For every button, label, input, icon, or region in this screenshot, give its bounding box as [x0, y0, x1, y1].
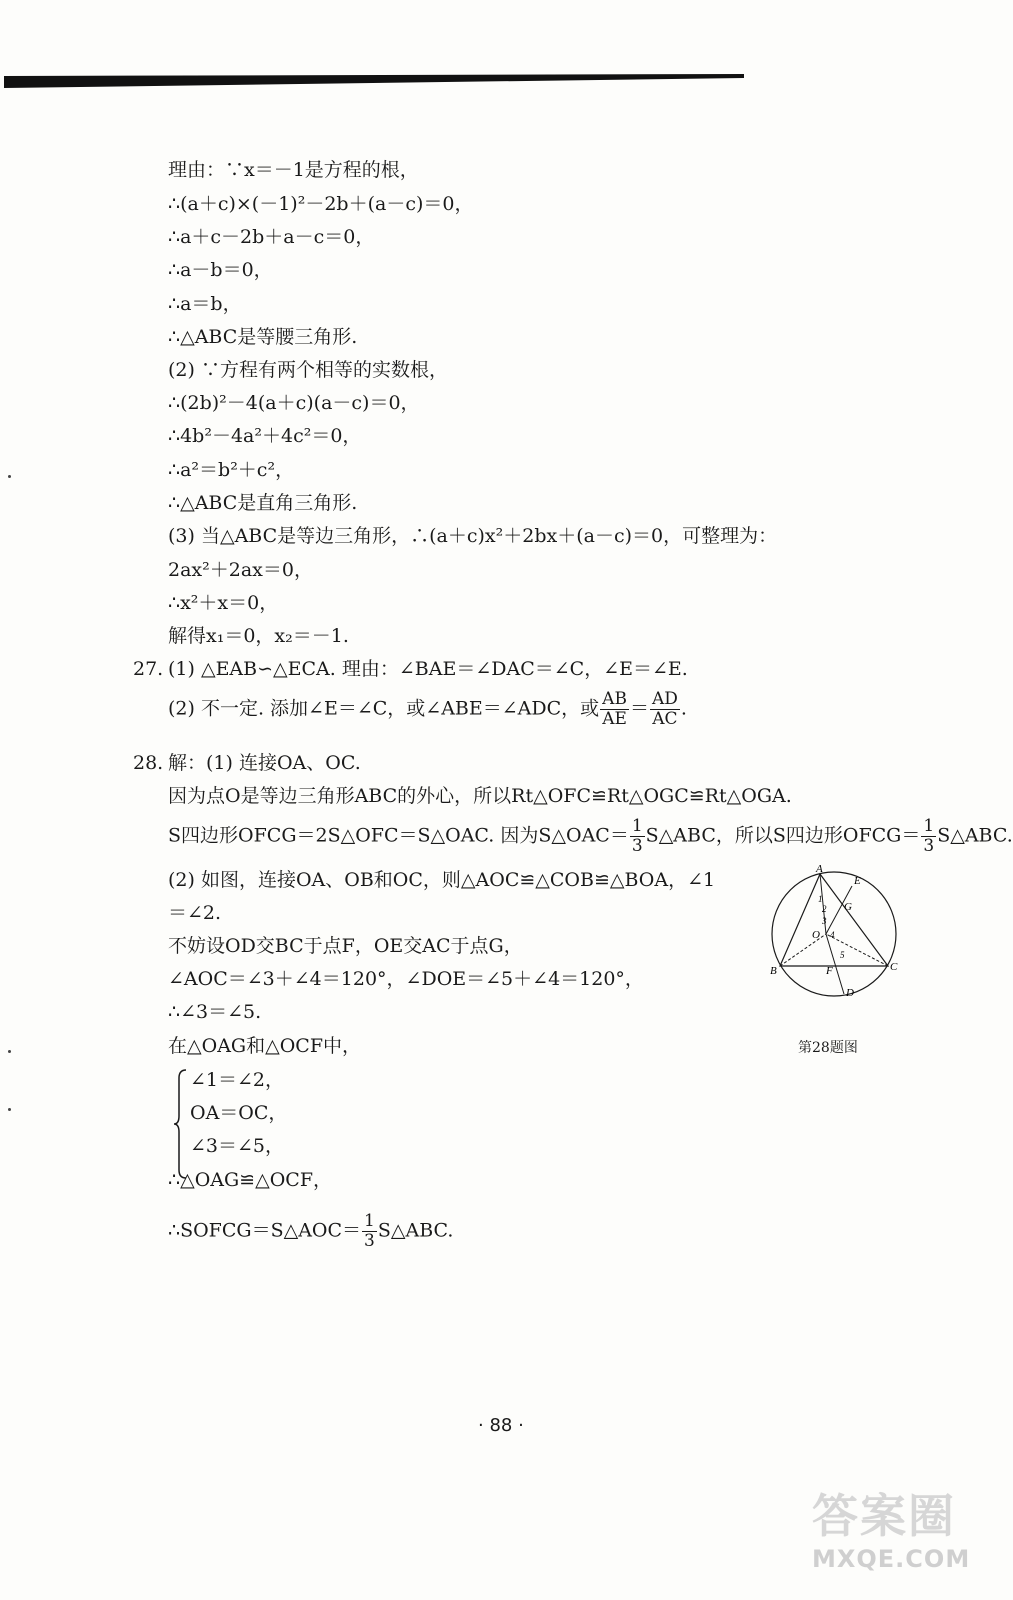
fraction: [362, 1212, 377, 1251]
period: .: [680, 697, 687, 720]
fraction: [630, 817, 645, 856]
label-angle-5: 5: [840, 950, 845, 960]
text-line: 2ax²＋2ax＝0，: [168, 559, 313, 581]
text-segment: S△ABC.: [937, 824, 1013, 847]
text-line: 不妨设OD交BC于点F，OE交AC于点G，: [168, 935, 523, 957]
text-line: ∴△ABC是等腰三角形.: [168, 326, 358, 348]
text-segment: S△ABC.: [377, 1219, 454, 1242]
page-number: · 88 ·: [478, 1415, 524, 1436]
scan-speck: [8, 1108, 11, 1111]
text-line-with-fraction: [168, 1212, 453, 1251]
text-line: ∴∠3＝∠5.: [168, 1001, 262, 1023]
segment-od: [826, 934, 844, 994]
text-line: 理由：∵x＝－1是方程的根，: [168, 159, 419, 181]
label-angle-2: 2: [822, 904, 827, 914]
numerator: 1: [631, 816, 643, 836]
text-line: ∠1＝∠2，: [190, 1069, 285, 1091]
label-c: C: [890, 961, 898, 973]
label-e: E: [854, 875, 861, 887]
scan-speck: [8, 475, 11, 478]
segment-oc: [826, 934, 888, 966]
text-line: ∴x²＋x＝0，: [168, 592, 279, 614]
figure-caption: 第28题图: [798, 1040, 858, 1056]
question-number: 27.: [133, 658, 164, 680]
fraction: [921, 817, 936, 856]
denominator: 3: [923, 836, 935, 856]
text-line: (3) 当△ABC是等边三角形，∴(a＋c)x²＋2bx＋(a－c)＝0，可整理为：: [168, 525, 778, 547]
text-line: 解：(1) 连接OA、OC.: [168, 752, 361, 774]
text-line: ∠AOC＝∠3＋∠4＝120°，∠DOE＝∠5＋∠4＝120°，: [168, 968, 644, 990]
text-line: 在△OAG和△OCF中，: [168, 1035, 361, 1057]
text-line: ＝∠2.: [168, 902, 222, 924]
text-line: (2) ∵方程有两个相等的实数根，: [168, 359, 448, 381]
text-line: ∴a²＝b²＋c²，: [168, 459, 295, 481]
denominator: 3: [364, 1231, 375, 1251]
text-line: 解得x₁＝0，x₂＝－1.: [168, 625, 349, 647]
label-angle-4: 4: [830, 930, 835, 940]
geometry-figure: [770, 862, 900, 1042]
text-line: ∴△OAG≌△OCF，: [168, 1169, 333, 1191]
watermark-url: MXQE.COM: [812, 1545, 971, 1573]
fraction: [650, 690, 680, 729]
label-angle-3: 3: [822, 916, 827, 926]
text-line: 因为点O是等边三角形ABC的外心，所以Rt△OFC≌Rt△OGC≌Rt△OGA.: [168, 785, 792, 807]
text-segment: S△ABC，所以S四边形OFCG＝: [645, 824, 921, 847]
text-line: ∴a＋c－2b＋a－c＝0，: [168, 226, 375, 248]
text-segment: (2) 不一定. 添加∠E＝∠C，或∠ABE＝∠ADC，或: [168, 697, 600, 720]
numerator: AD: [651, 689, 678, 709]
left-brace: [174, 1068, 188, 1180]
label-a: A: [816, 863, 823, 875]
text-line-with-fraction: [168, 690, 687, 729]
text-line-with-fraction: [168, 817, 1013, 856]
watermark-logo: 答案圈: [812, 1489, 956, 1543]
numerator: 1: [923, 816, 935, 836]
text-line: ∠3＝∠5，: [190, 1135, 285, 1157]
text-line: ∴△ABC是直角三角形.: [168, 492, 358, 514]
text-segment: S四边形OFCG＝2S△OFC＝S△OAC. 因为S△OAC＝: [168, 824, 629, 847]
scan-speck: [8, 1050, 11, 1053]
header-rule: [4, 72, 744, 90]
text-line: ∴(a＋c)×(－1)²－2b＋(a－c)＝0，: [168, 193, 474, 215]
numerator: AB: [602, 689, 627, 709]
text-line: ∴a－b＝0，: [168, 259, 273, 281]
label-b: B: [770, 965, 777, 977]
label-f: F: [826, 965, 833, 977]
label-o: O: [812, 929, 820, 941]
text-line: (2) 如图，连接OA、OB和OC，则△AOC≌△COB≌△BOA，∠1: [168, 869, 716, 891]
denominator: 3: [631, 836, 643, 856]
question-number: 28.: [133, 752, 164, 774]
label-angle-1: 1: [818, 894, 823, 904]
text-segment: ∴SOFCG＝S△AOC＝: [168, 1219, 362, 1242]
denominator: AC: [652, 709, 678, 729]
text-line: (1) △EAB∽△ECA. 理由：∠BAE＝∠DAC＝∠C，∠E＝∠E.: [168, 658, 688, 680]
denominator: AE: [602, 709, 627, 729]
text-line: ∴a＝b，: [168, 293, 242, 315]
text-line: OA＝OC，: [190, 1102, 288, 1124]
label-d: D: [846, 987, 854, 999]
fraction: [600, 690, 629, 729]
numerator: 1: [364, 1211, 375, 1231]
text-line: ∴4b²－4a²＋4c²＝0，: [168, 425, 362, 447]
text-line: ∴(2b)²－4(a＋c)(a－c)＝0，: [168, 392, 420, 414]
equals-sign: ＝: [629, 697, 649, 720]
label-g: G: [844, 901, 852, 913]
